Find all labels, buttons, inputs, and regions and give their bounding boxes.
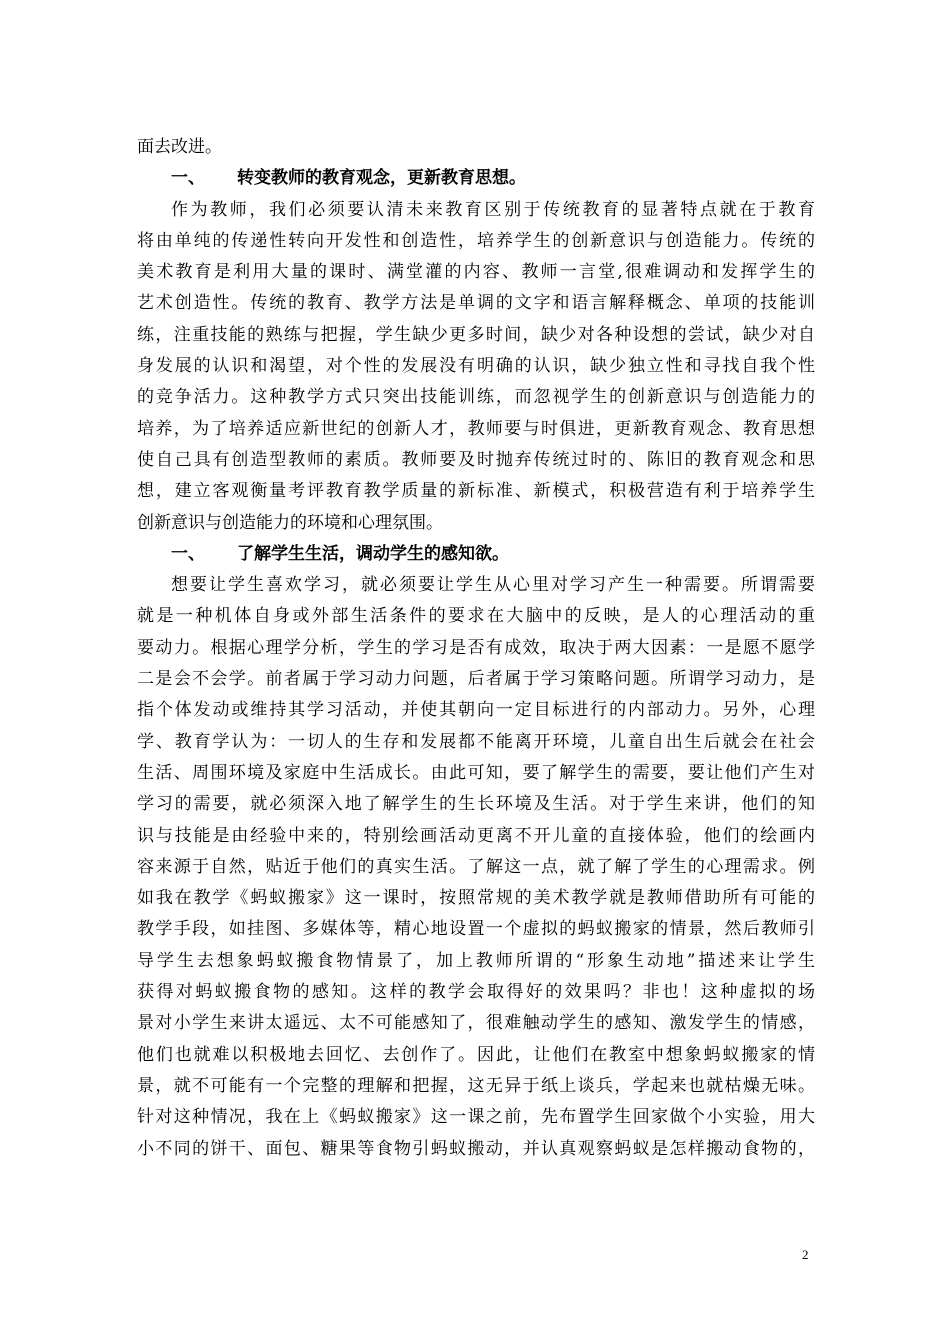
text-line: 小不同的饼干、面包、糖果等食物引蚂蚁搬动，并认真观察蚂蚁是怎样搬动食物的， [137, 1138, 815, 1159]
text-line: 识与技能是由经验中来的，特别绘画活动更离不开儿童的直接体验，他们的绘画内 [137, 825, 815, 846]
text-line: 获得对蚂蚁搬食物的感知。这样的教学会取得好的效果吗？非也！这种虚拟的场 [137, 982, 815, 1003]
text-line: 培养，为了培养适应新世纪的创新人才，教师要与时俱进，更新教育观念、教育思想 [137, 418, 815, 439]
text-line: 美术教育是利用大量的课时、满堂灌的内容、教师一言堂,很难调动和发挥学生的 [137, 262, 815, 283]
text-line: 教学手段，如挂图、多媒体等，精心地设置一个虚拟的蚂蚁搬家的情景，然后教师引 [137, 919, 815, 940]
text-line: 学习的需要，就必须深入地了解学生的生长环境及生活。对于学生来讲，他们的知 [137, 794, 815, 815]
section-heading-number: 一、 [171, 543, 205, 564]
text-line: 他们也就难以积极地去回忆、去创作了。因此，让他们在教室中想象蚂蚁搬家的情 [137, 1044, 815, 1065]
section-heading-number: 一、 [171, 168, 205, 189]
text-line: 容来源于自然，贴近于他们的真实生活。了解这一点，就了解了学生的心理需求。例 [137, 856, 815, 877]
text-line: 景对小学生来讲太遥远、太不可能感知了，很难触动学生的感知、激发学生的情感， [137, 1013, 815, 1034]
text-line: 如我在教学《蚂蚁搬家》这一课时，按照常规的美术教学就是教师借助所有可能的 [137, 888, 815, 909]
text-line: 想要让学生喜欢学习，就必须要让学生从心里对学习产生一种需要。所谓需要 [171, 575, 815, 596]
section-heading-title: 了解学生生活，调动学生的感知欲。 [237, 543, 509, 564]
text-line: 练，注重技能的熟练与把握，学生缺少更多时间，缺少对各种设想的尝试，缺少对自 [137, 324, 815, 345]
text-line: 针对这种情况，我在上《蚂蚁搬家》这一课之前，先布置学生回家做个小实验，用大 [137, 1107, 815, 1128]
text-line: 艺术创造性。传统的教育、教学方法是单调的文字和语言解释概念、单项的技能训 [137, 293, 815, 314]
text-line: 二是会不会学。前者属于学习动力问题，后者属于学习策略问题。所谓学习动力，是 [137, 669, 815, 690]
section-heading [137, 539, 815, 570]
text-line: 作为教师，我们必须要认清未来教育区别于传统教育的显著特点就在于教育 [171, 199, 815, 220]
text-line: 要动力。根据心理学分析，学生的学习是否有成效，取决于两大因素：一是愿不愿学 [137, 637, 815, 658]
text-line: 指个体发动或维持其学习活动，并使其朝向一定目标进行的内部动力。另外，心理 [137, 700, 815, 721]
text-line: 想，建立客观衡量考评教育教学质量的新标准、新模式，积极营造有利于培养学生 [137, 481, 815, 502]
text-line: 生活、周围环境及家庭中生活成长。由此可知，要了解学生的需要，要让他们产生对 [137, 762, 815, 783]
text-line: 的竞争活力。这种教学方式只突出技能训练，而忽视学生的创新意识与创造能力的 [137, 387, 815, 408]
text-line: 学、教育学认为：一切人的生存和发展都不能离开环境，儿童自出生后就会在社会 [137, 731, 815, 752]
page-number: 2 [802, 1247, 809, 1262]
document-body [137, 132, 815, 1165]
text-line: 面去改进。 [137, 137, 222, 157]
section-heading [137, 163, 815, 194]
text-line: 身发展的认识和渴望，对个性的发展没有明确的认识，缺少独立性和寻找自我个性 [137, 356, 815, 377]
section-heading-title: 转变教师的教育观念，更新教育思想。 [237, 168, 526, 189]
text-line: 使自己具有创造型教师的素质。教师要及时抛弃传统过时的、陈旧的教育观念和思 [137, 449, 815, 470]
text-line: 创新意识与创造能力的环境和心理氛围。 [137, 512, 443, 533]
text-line: 导学生去想象蚂蚁搬食物情景了，加上教师所谓的“形象生动地”描述来让学生 [137, 950, 815, 971]
text-line: 将由单纯的传递性转向开发性和创造性，培养学生的创新意识与创造能力。传统的 [137, 230, 815, 251]
text-line: 景，就不可能有一个完整的理解和把握，这无异于纸上谈兵，学起来也就枯燥无味。 [137, 1075, 815, 1096]
text-line: 就是一种机体自身或外部生活条件的要求在大脑中的反映，是人的心理活动的重 [137, 606, 815, 627]
